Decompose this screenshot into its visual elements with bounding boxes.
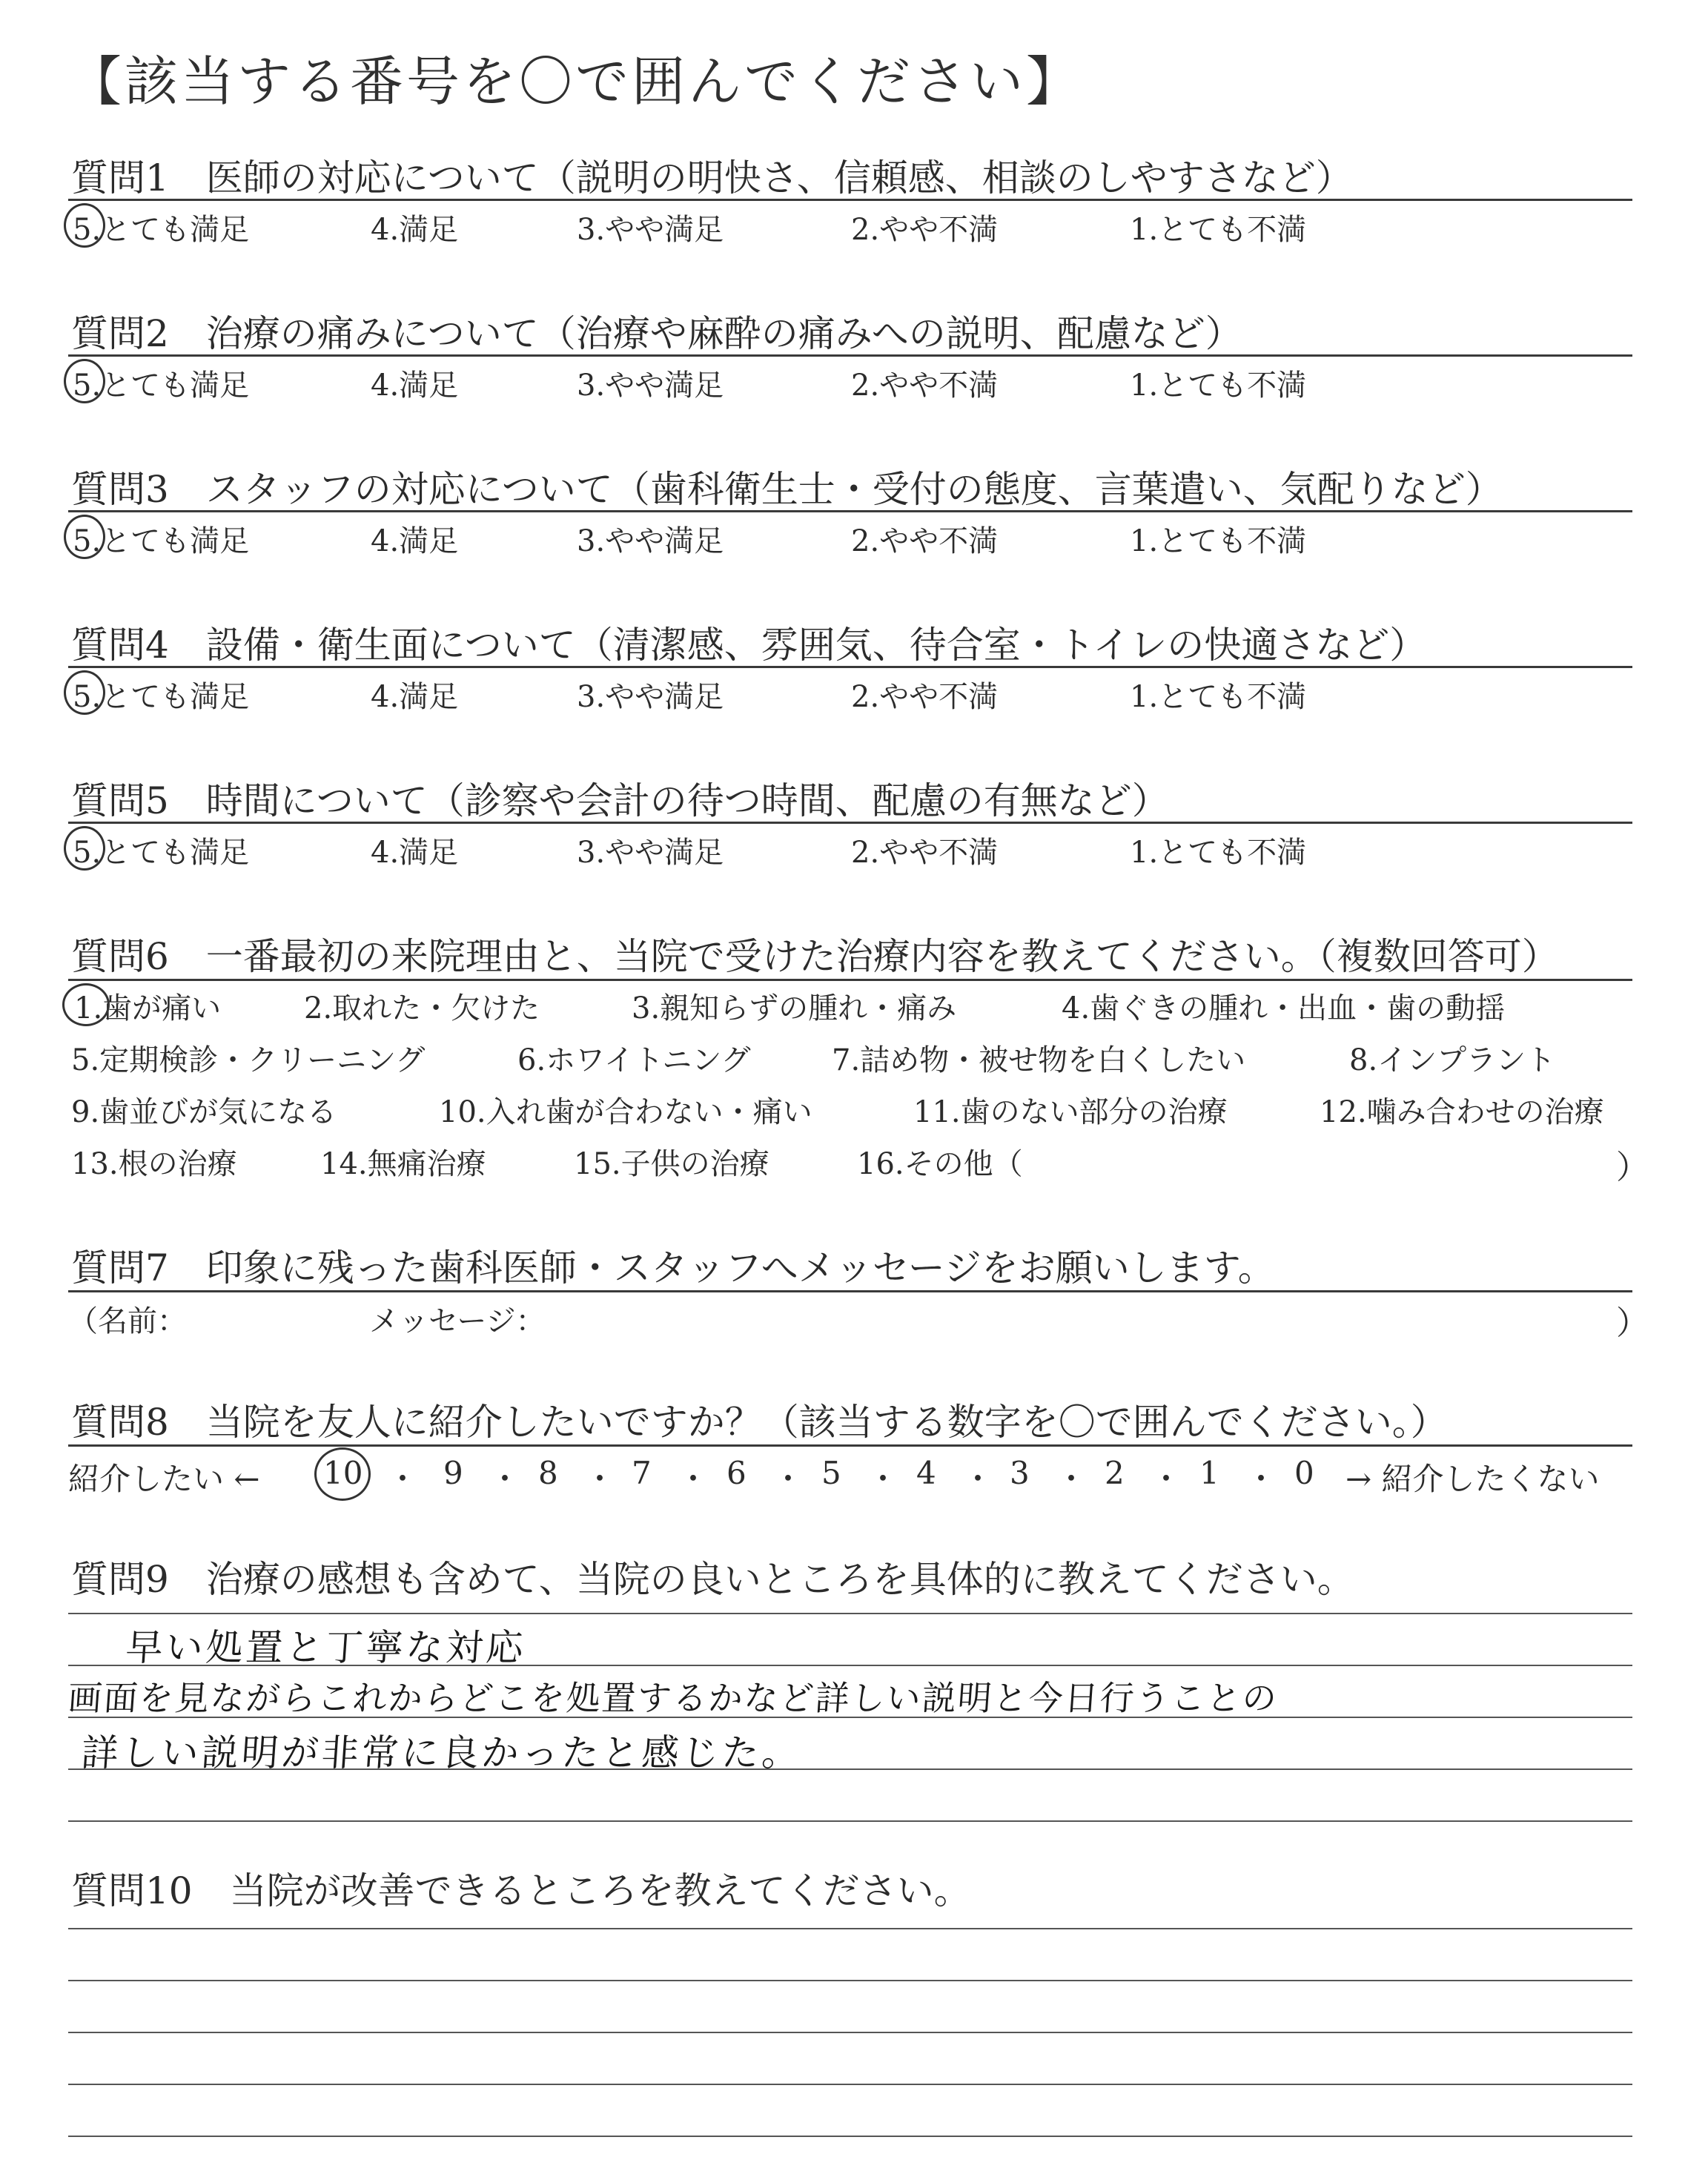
q6-option-7: 7.詰め物・被せ物を白くしたい xyxy=(832,1043,1246,1077)
q1-option-3: 3.やや満足 xyxy=(577,213,724,247)
q1-option-1: 1.とても不満 xyxy=(1130,213,1307,247)
q7-message-label: メッセージ： xyxy=(369,1304,546,1338)
q3-option-5: 5.とても満足 xyxy=(73,524,250,558)
q2-title: 質問2 治療の痛みについて（治療や麻酔の痛みへの説明、配慮など） xyxy=(71,312,1242,355)
q6-option-8: 8.インプラント xyxy=(1349,1043,1556,1077)
q6-option-10: 10.入れ歯が合わない・痛い xyxy=(439,1095,812,1129)
q1-title: 質問1 医師の対応について（説明の明快さ、信頼感、相談のしやすさなど） xyxy=(71,156,1353,199)
q6-title: 質問6 一番最初の来院理由と、当院で受けた治療内容を教えてください。（複数回答可） xyxy=(71,935,1559,978)
q2-option-5: 5.とても満足 xyxy=(73,369,250,403)
q9-answer-line-3: 詳しい説明が非常に良かったと感じた。 xyxy=(79,1731,804,1774)
q4-option-1: 1.とても不満 xyxy=(1130,680,1307,714)
q10-line-5 xyxy=(68,2136,1632,2137)
page-title: 【該当する番号を〇で囲んでください】 xyxy=(68,50,1083,113)
q4-option-4: 4.満足 xyxy=(371,680,459,714)
q8-separator: ・ xyxy=(489,1461,521,1497)
q10-line-4 xyxy=(68,2084,1632,2085)
q8-scale-0: 0 xyxy=(1294,1455,1314,1491)
q8-scale-10: 10 xyxy=(323,1455,363,1491)
q9-answer-line-2: 画面を見ながらこれからどこを処置するかなど詳しい説明と今日行うことの xyxy=(66,1678,1280,1718)
q8-separator: ・ xyxy=(678,1461,709,1497)
q6-option-13: 13.根の治療 xyxy=(71,1147,237,1181)
q9-line-5 xyxy=(68,1820,1632,1822)
q4-option-5: 5.とても満足 xyxy=(73,680,250,714)
q3-rule xyxy=(68,510,1632,512)
q8-right-label: → 紹介したくない xyxy=(1345,1461,1600,1497)
q3-title: 質問3 スタッフの対応について（歯科衛生士・受付の態度、言葉遣い、気配りなど） xyxy=(71,468,1503,511)
q6-option-9: 9.歯並びが気になる xyxy=(71,1095,337,1129)
q2-option-3: 3.やや満足 xyxy=(577,369,724,403)
q1-option-4: 4.満足 xyxy=(371,213,459,247)
q8-separator: ・ xyxy=(1245,1461,1277,1497)
q3-option-3: 3.やや満足 xyxy=(577,524,724,558)
q8-scale-5: 5 xyxy=(821,1455,841,1491)
q5-rule xyxy=(68,822,1632,824)
q7-name-label: （名前： xyxy=(68,1304,187,1338)
q4-title: 質問4 設備・衛生面について（清潔感、雰囲気、待合室・トイレの快適さなど） xyxy=(71,624,1427,667)
q5-option-1: 1.とても不満 xyxy=(1130,836,1307,870)
q2-selection-circle xyxy=(64,359,105,403)
q6-option-3: 3.親知らずの腫れ・痛み xyxy=(632,991,957,1025)
q4-option-2: 2.やや不満 xyxy=(851,680,999,714)
q6-option-11: 11.歯のない部分の治療 xyxy=(913,1095,1228,1129)
q6-option-14: 14.無痛治療 xyxy=(320,1147,486,1181)
q7-close-paren: ） xyxy=(1616,1304,1649,1342)
q6-selection-circle xyxy=(62,983,110,1026)
q2-option-4: 4.満足 xyxy=(371,369,459,403)
q8-separator: ・ xyxy=(962,1461,994,1497)
q5-option-3: 3.やや満足 xyxy=(577,836,724,870)
q5-option-5: 5.とても満足 xyxy=(73,836,250,870)
q4-selection-circle xyxy=(64,670,105,715)
q8-scale-2: 2 xyxy=(1105,1455,1125,1491)
q9-answer-line-1: 早い処置と丁寧な対応 xyxy=(124,1626,528,1669)
q6-option-5: 5.定期検診・クリーニング xyxy=(71,1043,426,1077)
q1-option-2: 2.やや不満 xyxy=(851,213,999,247)
q6-option-2: 2.取れた・欠けた xyxy=(304,991,540,1025)
q6-option-16: 16.その他（ xyxy=(857,1147,1023,1181)
q10-line-2 xyxy=(68,1980,1632,1981)
q8-scale-9: 9 xyxy=(443,1455,463,1491)
q8-separator: ・ xyxy=(867,1461,899,1497)
q8-scale-8: 8 xyxy=(538,1455,558,1491)
q2-option-2: 2.やや不満 xyxy=(851,369,999,403)
q6-option-6: 6.ホワイトニング xyxy=(517,1043,751,1077)
q8-separator: ・ xyxy=(1151,1461,1182,1497)
q8-scale-7: 7 xyxy=(632,1455,652,1491)
q8-title: 質問8 当院を友人に紹介したいですか？（該当する数字を〇で囲んでください。） xyxy=(71,1401,1448,1444)
q8-scale-6: 6 xyxy=(726,1455,747,1491)
q1-option-5: 5.とても満足 xyxy=(73,213,250,247)
q8-rule xyxy=(68,1444,1632,1447)
q3-option-2: 2.やや不満 xyxy=(851,524,999,558)
q2-option-1: 1.とても不満 xyxy=(1130,369,1307,403)
q8-selection-circle xyxy=(314,1447,371,1501)
q8-scale-1: 1 xyxy=(1199,1455,1219,1491)
q3-option-4: 4.満足 xyxy=(371,524,459,558)
q8-separator: ・ xyxy=(1056,1461,1088,1497)
q10-line-1 xyxy=(68,1928,1632,1929)
q6-option-1: 1.歯が痛い xyxy=(74,991,222,1025)
q6-close-paren: ） xyxy=(1616,1149,1649,1186)
q10-line-3 xyxy=(68,2032,1632,2033)
q6-option-4: 4.歯ぐきの腫れ・出血・歯の動揺 xyxy=(1062,991,1506,1025)
q8-scale-3: 3 xyxy=(1010,1455,1030,1491)
q5-selection-circle xyxy=(64,826,105,871)
q9-title: 質問9 治療の感想も含めて、当院の良いところを具体的に教えてください。 xyxy=(71,1558,1354,1601)
q5-option-2: 2.やや不満 xyxy=(851,836,999,870)
q2-rule xyxy=(68,354,1632,357)
q1-selection-circle xyxy=(64,203,105,248)
q8-separator: ・ xyxy=(772,1461,804,1497)
q6-rule xyxy=(68,979,1632,981)
q4-rule xyxy=(68,666,1632,668)
q8-scale-4: 4 xyxy=(916,1455,936,1491)
q7-rule xyxy=(68,1290,1632,1292)
q1-rule xyxy=(68,199,1632,201)
q3-option-1: 1.とても不満 xyxy=(1130,524,1307,558)
q8-separator: ・ xyxy=(387,1461,419,1497)
q8-left-label: 紹介したい ← xyxy=(68,1461,260,1497)
q3-selection-circle xyxy=(64,515,105,559)
q5-title: 質問5 時間について（診察や会計の待つ時間、配慮の有無など） xyxy=(71,779,1169,822)
q6-option-12: 12.噛み合わせの治療 xyxy=(1320,1095,1604,1129)
q10-title: 質問10 当院が改善できるところを教えてください。 xyxy=(71,1869,971,1912)
q8-separator: ・ xyxy=(584,1461,616,1497)
q5-option-4: 4.満足 xyxy=(371,836,459,870)
q6-option-15: 15.子供の治療 xyxy=(574,1147,769,1181)
q9-line-1 xyxy=(68,1613,1632,1614)
q7-title: 質問7 印象に残った歯科医師・スタッフへメッセージをお願いします。 xyxy=(71,1246,1275,1289)
q4-option-3: 3.やや満足 xyxy=(577,680,724,714)
